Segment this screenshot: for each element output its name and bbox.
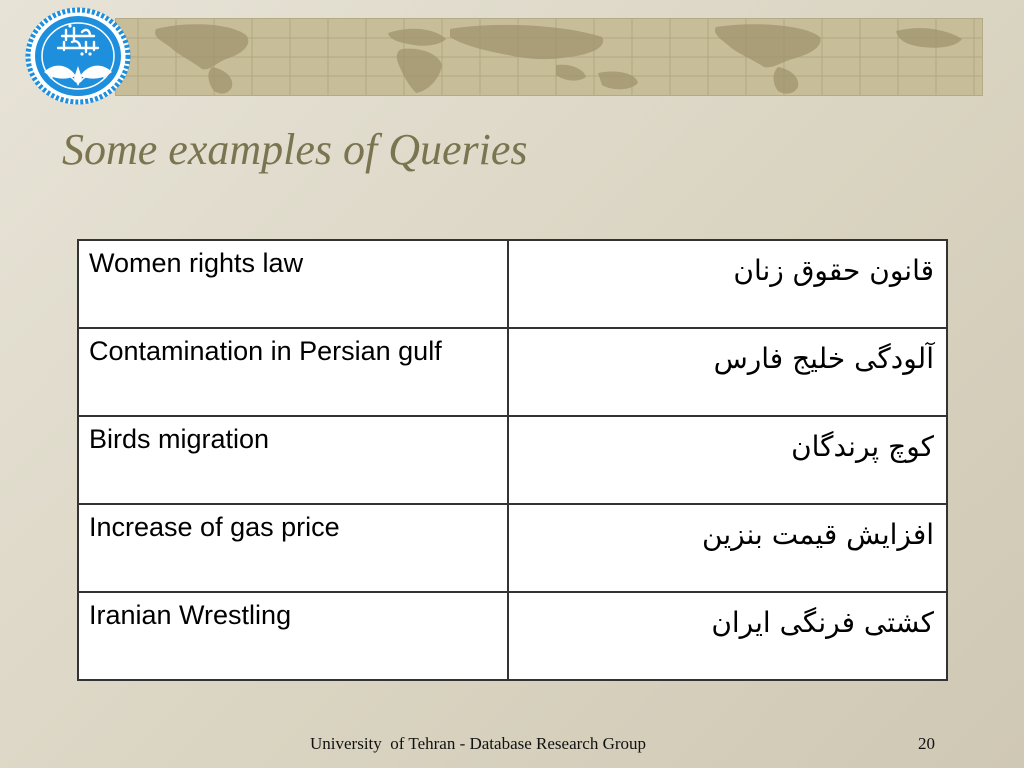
english-query-cell: Birds migration [78, 416, 508, 504]
english-query-cell: Increase of gas price [78, 504, 508, 592]
table-row [78, 240, 947, 328]
table-row [78, 504, 947, 592]
english-query-cell: Iranian Wrestling [78, 592, 508, 680]
table-row [78, 416, 947, 504]
persian-query-cell: آلودگی خلیج فارس [508, 328, 947, 416]
page-number: 20 [918, 734, 935, 753]
persian-query-cell: کوچ پرندگان [508, 416, 947, 504]
persian-query-cell: افزایش قیمت بنزین [508, 504, 947, 592]
footer-text: University of Tehran - Database Research Group [310, 734, 647, 753]
english-query-cell: Contamination in Persian gulf [78, 328, 508, 416]
query-examples-table [77, 239, 948, 681]
table-row [78, 328, 947, 416]
table-row [78, 592, 947, 680]
world-map-banner [115, 18, 983, 96]
university-of-tehran-logo [24, 6, 132, 106]
english-query-cell: Women rights law [78, 240, 508, 328]
slide-title: Some examples of Queries [62, 125, 528, 174]
persian-query-cell: قانون حقوق زنان [508, 240, 947, 328]
persian-query-cell: کشتی فرنگی ایران [508, 592, 947, 680]
